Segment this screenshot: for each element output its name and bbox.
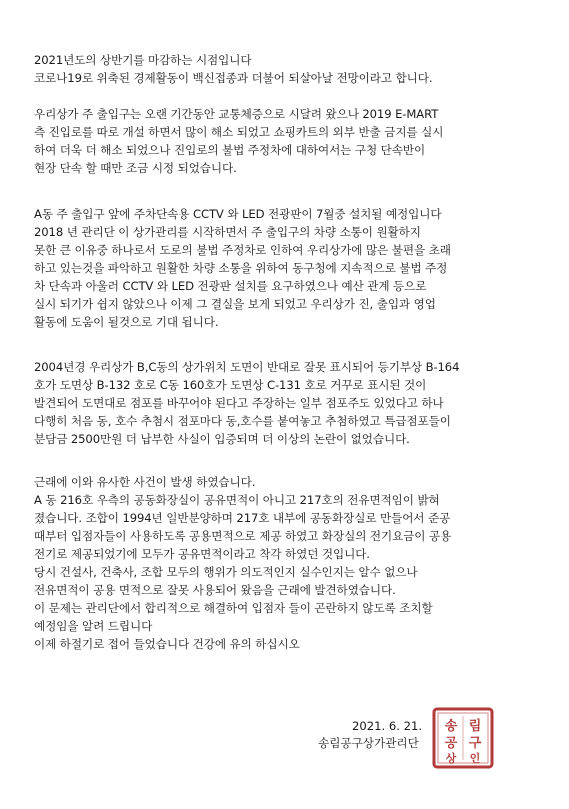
paragraph4-line-2: 호가 도면상 B-132 호로 C동 160호가 도면상 C-131 호로 거꾸로 표시된 것이 — [34, 378, 427, 392]
paragraph4-line-1: 2004년경 우리상가 B,C동의 상가위치 도면이 반대로 잘못 표시되어 등기부상 B-164 — [34, 360, 460, 374]
official-seal-stamp — [431, 706, 495, 770]
svg-text:상: 상 — [445, 752, 457, 765]
paragraph5-line-4: 때부터 입점자들이 사용하도록 공용면적으로 제공 하였고 화장실의 전기요금이 공용 — [34, 529, 452, 543]
paragraph3-line-6: 실시 되기가 쉽지 않았으나 이제 그 결실을 보게 되었고 우리상가 진, 출입과 영업 — [34, 297, 436, 311]
paragraph5-line-2: A 동 216호 우측의 공동화장실이 공유면적이 아니고 217호의 전유면적임이 밝혀 — [34, 493, 440, 507]
paragraph5-line-5: 전기로 제공되었기에 모두가 공유면적이라고 착각 하였던 것입니다. — [34, 547, 370, 561]
paragraph3-line-2: 2018 년 관리단 이 상가관리를 시작하면서 주 출입구의 차량 소통이 원활하지 — [34, 225, 421, 239]
svg-text:인: 인 — [469, 752, 481, 765]
paragraph2-line-1: 우리상가 주 출입구는 오랜 기간동안 교통체증으로 시달려 왔으나 2019 E-MART — [34, 107, 439, 121]
signature-name: 송림공구상가관리단 — [318, 736, 419, 750]
paragraph4-line-5: 분담금 2500만원 더 납부한 사실이 입증되며 더 이상의 논란이 없었습니다. — [34, 432, 410, 446]
svg-text:송: 송 — [444, 719, 458, 734]
paragraph1-line-2: 코로나19로 위축된 경제활동이 백신접종과 더불어 되살아날 전망이라고 합니다. — [34, 71, 433, 85]
paragraph3-line-4: 하고 있는것을 파악하고 원활한 차량 소통을 위하여 동구청에 지속적으로 불법 주정 — [34, 261, 448, 275]
paragraph3-line-3: 못한 큰 이유중 하나로서 도로의 불법 주정차로 인하여 우리상가에 많은 불편을 초래 — [34, 243, 451, 257]
paragraph3-line-5: 차 단속과 아울러 CCTV 와 LED 전광판 설치를 요구하였으나 예산 관계 등으로 — [34, 279, 427, 293]
paragraph5-line-9: 예정임을 알려 드립니다 — [34, 619, 153, 633]
paragraph5-line-6: 당시 건설사, 건축사, 조합 모두의 행위가 의도적인지 실수인지는 알수 없으나 — [34, 565, 418, 579]
letter-date: 2021. 6. 21. — [352, 719, 423, 733]
paragraph5-line-1: 근래에 이와 유사한 사건이 발생 하였습니다. — [34, 475, 256, 489]
paragraph4-line-3: 발견되어 도면대로 점포를 바꾸어야 된다고 주장하는 일부 점포주도 있었다고 하나 — [34, 396, 444, 410]
paragraph1-line-1: 2021년도의 상반기를 마감하는 시점입니다 — [34, 53, 252, 67]
svg-text:공: 공 — [444, 736, 458, 751]
paragraph2-line-4: 현장 단속 할 때만 조금 시정 되었습니다. — [34, 161, 237, 175]
paragraph5-line-10: 이제 하절기로 접어 들었습니다 건강에 유의 하십시오 — [34, 637, 300, 651]
paragraph2-line-3: 하여 더욱 더 해소 되었으나 진입로의 불법 주정차에 대하여서는 구청 단속반이 — [34, 143, 426, 157]
paragraph3-line-7: 활동에 도움이 될것으로 기대 됩니다. — [34, 315, 219, 329]
paragraph2-line-2: 측 진입로를 따로 개설 하면서 많이 해소 되었고 쇼핑카트의 외부 반출 금지를 실시 — [34, 125, 444, 139]
paragraph4-line-4: 다행히 처음 동, 호수 추첨시 점포마다 동,호수를 붙여놓고 추첨하였고 특급점포들이 — [34, 414, 451, 428]
paragraph3-line-1: A동 주 출입구 앞에 주차단속용 CCTV 와 LED 전광판이 7월중 설치될 예정입니다 — [34, 207, 442, 221]
paragraph5-line-8: 이 문제는 관리단에서 합리적으로 해결하여 입점자 들이 곤란하지 않도록 조치할 — [34, 601, 433, 615]
svg-text:림: 림 — [468, 719, 482, 734]
svg-text:구: 구 — [468, 736, 482, 751]
paragraph5-line-7: 전유면적이 공용 면적으로 잘못 사용되어 왔음을 근래에 발견하였습니다. — [34, 583, 396, 597]
paragraph5-line-3: 졌습니다. 조합이 1994년 일반분양하며 217호 내부에 공동화장실로 만들어서 준공 — [34, 511, 451, 525]
